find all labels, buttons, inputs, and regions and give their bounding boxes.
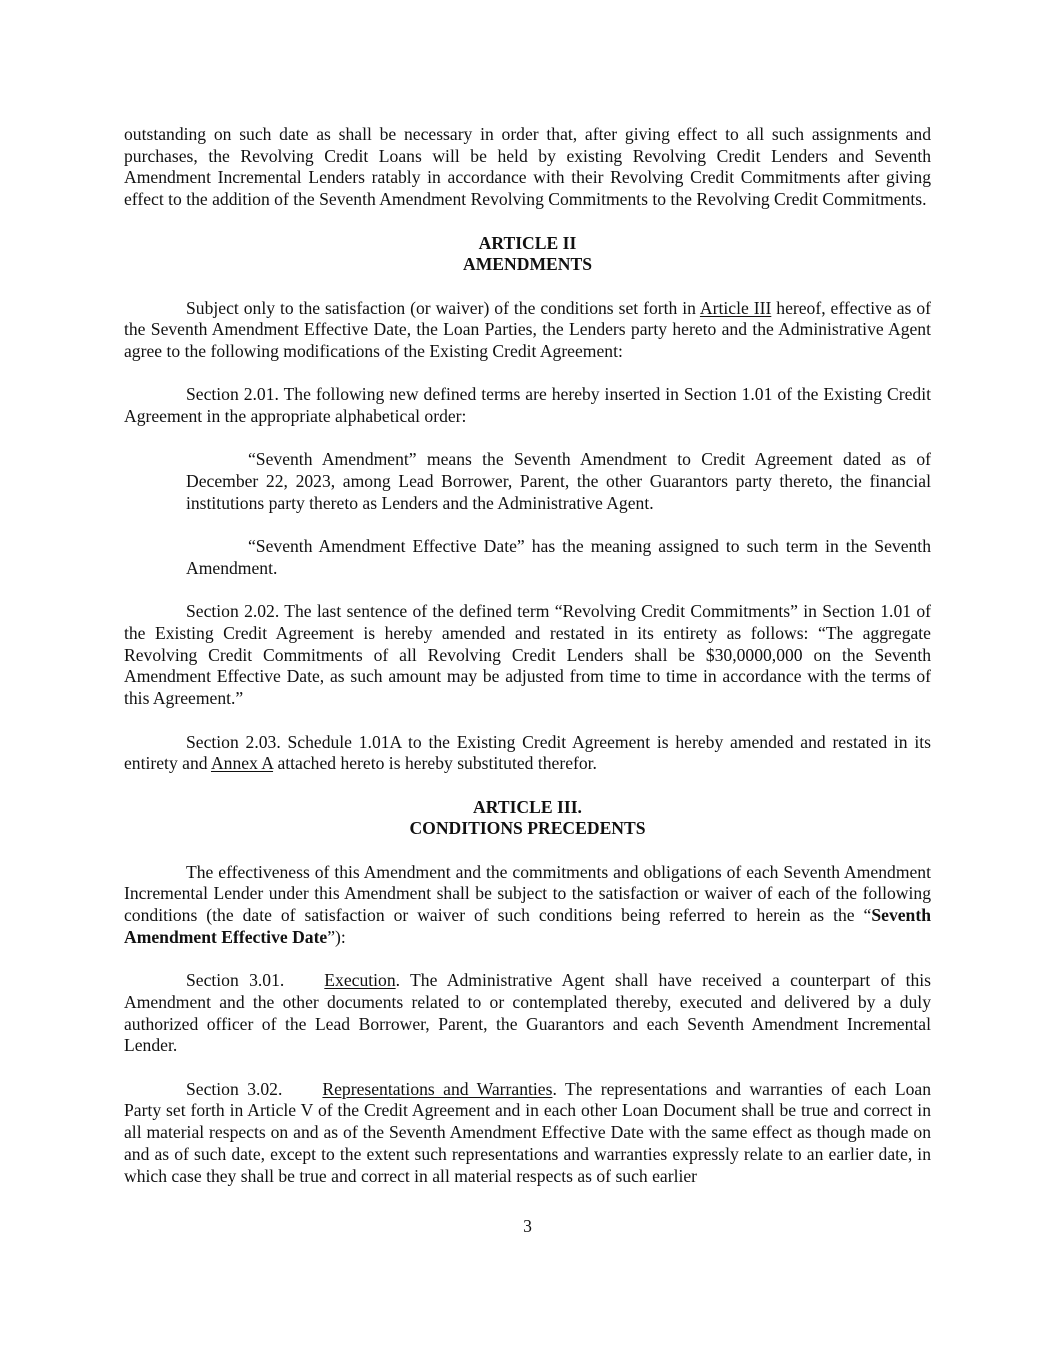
- section-3-01: [124, 970, 931, 1057]
- annex-a-reference: Annex A: [210, 753, 274, 774]
- definition-seventh-amendment-effective-date: “Seventh Amendment Effective Date” has the meaning assigned to such term in the Seventh Amendment.: [186, 536, 931, 578]
- article-2-title: AMENDMENTS: [462, 254, 593, 275]
- section-3-02-label: Section 3.02.: [186, 1078, 283, 1099]
- article-2-intro-text-end: hereof, effective as of the Seventh Amendment Effective Date, the Loan Parties, the Lenders party hereto and the Administrative Agent agree to the following modifications of the Existing Credit Agreement:: [124, 297, 931, 361]
- article-2-intro: [124, 298, 931, 363]
- article-2-number: ARTICLE II: [478, 232, 577, 253]
- article-2-intro-text: Subject only to the satisfaction (or waiver) of the conditions set forth in: [186, 297, 700, 318]
- section-2-03-text-end: attached hereto is hereby substituted therefor.: [273, 753, 597, 774]
- defined-term-effective-date: Seventh Amendment Effective Date: [124, 905, 931, 947]
- section-3-01-text: . The Administrative Agent shall have received a counterpart of this Amendment and the other documents related to or contemplated thereby, executed and delivered by a duly authorized officer of the Lead Borrower, Parent, the Guarantors and each Seventh Amendment Incremental Lender.: [124, 970, 931, 1056]
- document-page: [124, 124, 931, 1187]
- article-3-reference: Article III: [699, 297, 772, 318]
- section-3-02-heading: Representations and Warranties: [322, 1078, 553, 1099]
- section-3-01-heading: Execution: [324, 970, 396, 991]
- article-3-intro-text-end: ”):: [327, 926, 346, 947]
- article-3-intro: [124, 862, 931, 949]
- section-3-02-text: . The representations and warranties of each Loan Party set forth in Article V of the Credit Agreement and in each other Loan Document shall be true and correct in all material respects on and as of the Seventh Amendment Effective Date with the same effect as though made on and as of such date, except to the extent such representations and warranties expressly relate to an earlier date, in which case they shall be true and correct in all material respects as of such earlier: [124, 1078, 931, 1186]
- section-2-01: Section 2.01. The following new defined terms are hereby inserted in Section 1.01 of the Existing Credit Agreement in the appropriate alphabetical order:: [124, 384, 931, 427]
- section-3-02: [124, 1079, 931, 1188]
- definition-seventh-amendment: “Seventh Amendment” means the Seventh Amendment to Credit Agreement dated as of December 22, 2023, among Lead Borrower, Parent, the other Guarantors party thereto, the financial institutions party thereto as Lenders and the Administrative Agent.: [186, 449, 931, 513]
- section-2-03-text: Section 2.03. Schedule 1.01A to the Existing Credit Agreement is hereby amended and restated in its entirety and: [124, 731, 931, 774]
- page-number: 3: [523, 1216, 532, 1236]
- article-3-title: CONDITIONS PRECEDENTS: [409, 818, 646, 839]
- article-3-number: ARTICLE III.: [473, 796, 582, 817]
- section-3-01-label: Section 3.01.: [186, 970, 285, 991]
- section-2-02: Section 2.02. The last sentence of the defined term “Revolving Credit Commitments” in Section 1.01 of the Existing Credit Agreement is hereby amended and restated in its entirety as follows: “The aggregate Revolving Credit Commitments of all Revolving Credit Lenders shall be $30,0000,000 on the Seventh Amendment Effective Date, as such amount may be adjusted from time to time in accordance with the terms of this Agreement.”: [124, 601, 931, 709]
- section-2-03: [124, 732, 931, 775]
- intro-paragraph: outstanding on such date as shall be necessary in order that, after giving effect to all such assignments and purchases, the Revolving Credit Loans will be held by existing Revolving Credit Lenders and Seventh Amendment Incremental Lenders ratably in accordance with their Revolving Credit Commitments after giving effect to the addition of the Seventh Amendment Revolving Commitments to the Revolving Credit Commitments.: [124, 124, 931, 210]
- article-3-intro-text: The effectiveness of this Amendment and the commitments and obligations of each Seventh Amendment Incremental Lender under this Amendment shall be subject to the satisfaction or waiver of each of the following conditions (the date of satisfaction or waiver of such conditions being referred to herein as the “: [124, 861, 931, 926]
